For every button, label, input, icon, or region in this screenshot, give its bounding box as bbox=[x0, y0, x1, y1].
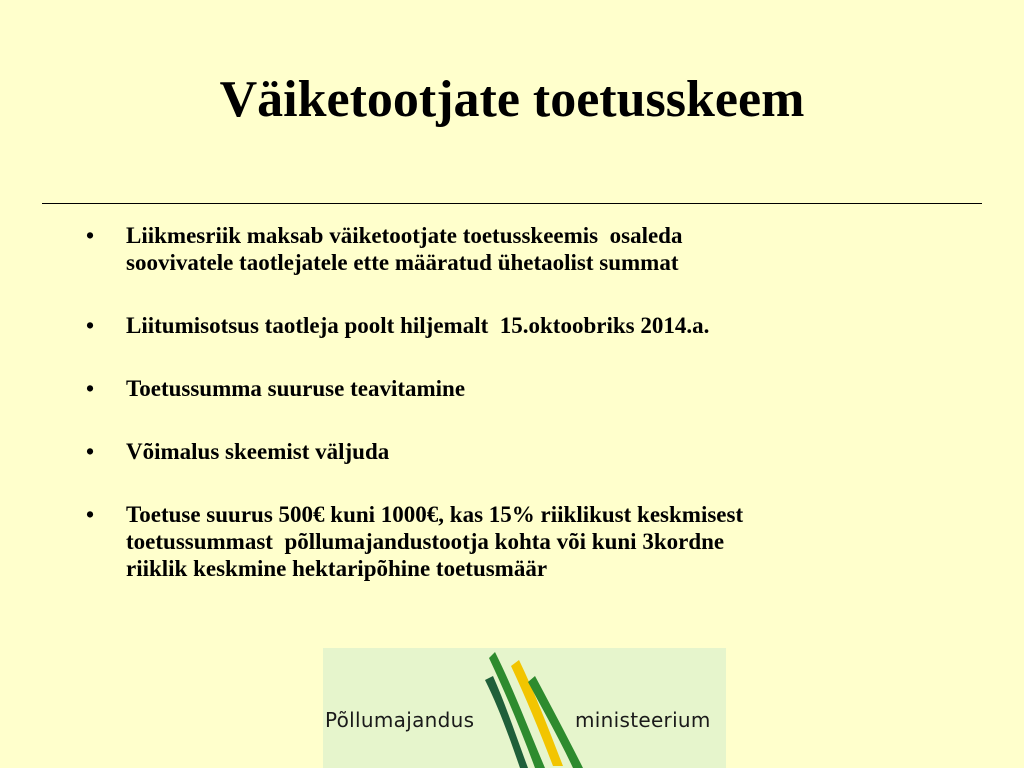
bullet-marker: • bbox=[86, 376, 95, 401]
bullet-item bbox=[86, 312, 966, 339]
bullet-marker: • bbox=[86, 223, 95, 248]
logo-text-right: ministeerium bbox=[575, 708, 711, 732]
bullet-list bbox=[86, 222, 966, 618]
bullet-text: Toetussumma suuruse teavitamine bbox=[126, 376, 466, 401]
title-divider bbox=[42, 203, 982, 204]
bullet-item bbox=[86, 501, 966, 582]
bullet-text: Toetuse suurus 500€ kuni 1000€, kas 15% riiklikust keskmisest toetussummast põllumajandustootja kohta või kuni 3kordne riiklik keskmine hektaripõhine toetusmäär bbox=[126, 502, 744, 581]
bullet-text: Liikmesriik maksab väiketootjate toetusskeemis osaleda soovivatele taotlejatele ette määratud ühetaolist summat bbox=[126, 223, 683, 275]
slide-title: Väiketootjate toetusskeem bbox=[219, 71, 805, 128]
bullet-marker: • bbox=[86, 313, 95, 338]
bullet-text: Võimalus skeemist väljuda bbox=[126, 439, 390, 464]
logo-text-left: Põllumajandus bbox=[325, 708, 475, 732]
bullet-item bbox=[86, 222, 966, 276]
ministry-logo bbox=[323, 648, 726, 768]
bullet-text: Liitumisotsus taotleja poolt hiljemalt 15.oktoobriks 2014.a. bbox=[126, 313, 710, 338]
bullet-item bbox=[86, 438, 966, 465]
bullet-item bbox=[86, 375, 966, 402]
bullet-marker: • bbox=[86, 439, 95, 464]
bullet-marker: • bbox=[86, 502, 95, 527]
